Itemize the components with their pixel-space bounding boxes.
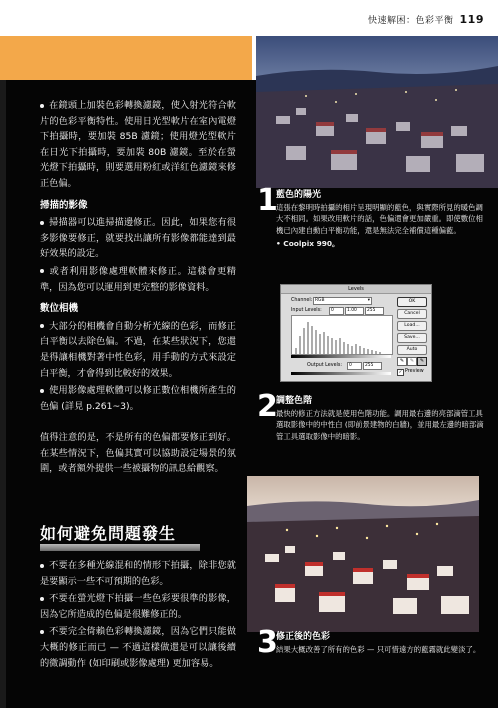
input-gradient-bar <box>291 355 391 358</box>
scan-heading: 掃描的影像 <box>40 199 88 211</box>
output-levels-label: Output Levels: <box>307 363 342 368</box>
avoid-bullet-text: 不要在螢光燈下拍攝一些色彩要很準的影像，因為它所造成的色偏是很難修正的。 <box>40 593 236 620</box>
left-margin-rule <box>0 80 6 708</box>
preview-checkbox[interactable]: ✓ <box>398 370 403 375</box>
input-gamma-field[interactable]: 1.00 <box>345 307 364 315</box>
auto-button[interactable]: Auto <box>397 345 427 355</box>
step-2-body: 最快的修正方法就是使用色階功能。調用最右邊的亮部滴管工具選取影像中的中性白 (即前景建物的白牆)，並用最左邊的暗部滴管工具選取影像中的暗影。 <box>276 408 484 441</box>
gray-eyedropper-icon[interactable]: ✎ <box>407 357 417 366</box>
section-title-underline <box>40 544 200 551</box>
bullet-icon <box>40 597 44 601</box>
step-1-camera-note: • Coolpix 990。 <box>276 239 340 249</box>
white-eyedropper-icon[interactable]: ✎ <box>417 357 427 366</box>
step-2 <box>276 396 486 442</box>
scan-bullet-text: 掃描器可以進掃描邊修正。因此，如果您有很多影像要修正，就要找出讓所有影像都能達到最好效果的設定。 <box>40 217 236 260</box>
output-white-field[interactable]: 255 <box>363 362 382 370</box>
step-1 <box>276 190 486 250</box>
bullet-icon <box>40 269 44 273</box>
levels-dialog-title: Levels <box>281 285 431 294</box>
channel-label: Channel: <box>291 298 313 303</box>
note-paragraph: 值得注意的是，不是所有的色偏都要修正到好。在某些情況下，色偏其實可以協助設定場景的氛圍，或者額外提供一些被攝物的訊息給觀察。 <box>40 432 236 475</box>
avoid-bullet-text: 不要在多種光線混和的情形下拍攝，除非您就是要顯示一些不可預期的色彩。 <box>40 560 236 587</box>
digital-bullet-text: 大部分的相機會自動分析光線的色彩，而修正白平衡以去除色偏。不過，在某些狀況下，您還是得讓相機對著中性色彩，用手動的方式來設定白平衡，才會得到比較好的效果。 <box>40 320 236 379</box>
scan-bullet-text: 或者利用影像處理軟體來修正。這樣會更精準，因為您可以運用到更完整的影像資料。 <box>40 265 236 293</box>
input-levels-label: Input Levels: <box>291 308 322 313</box>
running-header <box>368 13 484 26</box>
intro-bullet <box>40 98 236 192</box>
step-1-body: 這張在黎明時拍攝的相片呈現明顯的藍色，與實際所見的暖色調大不相同。如果改用軟片的話，色偏還會更加嚴重。即使數位相機已內建自動白平衡功能，還是無法完全補償這種偏藍。 <box>276 202 483 235</box>
bullet-icon <box>40 324 44 328</box>
scan-bullet <box>40 215 236 262</box>
step-number-3: 3 <box>257 625 278 660</box>
preview-label: Preview <box>405 369 424 374</box>
input-black-field[interactable]: 0 <box>329 307 344 315</box>
channel-select[interactable] <box>313 297 372 305</box>
left-column-top <box>40 98 236 479</box>
header-section-title: 快速解困：色彩平衡 <box>368 16 454 26</box>
digital-heading: 數位相機 <box>40 303 79 315</box>
digital-bullet-text: 使用影像處理軟體可以修正數位相機所產生的色偏 (詳見 p.261~3)。 <box>40 385 236 412</box>
ok-button[interactable]: OK <box>397 297 427 307</box>
avoid-bullet <box>40 558 236 589</box>
intro-bullet-text: 在鏡頭上加裝色彩轉換濾鏡，使入射光符合軟片的色彩平衡特性。使用日光型軟片在室內電燈下拍攝時，要加裝 85B 濾鏡；使用燈光型軟片在日光下拍攝時，要加裝 80B 濾鏡。至於在螢光燈下拍攝時，則要選用粉紅或洋紅色濾鏡來修正色偏。 <box>40 100 236 189</box>
bullet-icon <box>40 104 44 108</box>
bullet-icon <box>40 221 44 225</box>
bottom-margin <box>0 708 498 724</box>
photo-blue-dawn <box>256 36 498 188</box>
levels-dialog <box>280 284 432 382</box>
step-3 <box>276 632 486 655</box>
black-eyedropper-icon[interactable]: ✎ <box>397 357 407 366</box>
step-1-title: 藍色的陽光 <box>276 190 322 200</box>
step-number-2: 2 <box>257 389 278 424</box>
output-black-field[interactable]: 0 <box>347 362 362 370</box>
bullet-icon <box>40 389 44 393</box>
photo-corrected <box>247 476 479 632</box>
step-3-body: 結果大概改善了所有的色彩 — 只可惜遠方的藍霧就此變淡了。 <box>276 644 481 654</box>
avoid-bullet-text: 不要完全倚賴色彩轉換濾鏡，因為它們只能做大概的修正而已 — 不過這樣做還是可以讓後續的微調動作 (如印刷或影像處理) 更加容易。 <box>40 626 236 669</box>
digital-bullet <box>40 383 236 414</box>
avoid-bullet <box>40 591 236 622</box>
page-number: 119 <box>459 13 484 26</box>
bullet-icon <box>40 630 44 634</box>
avoid-bullet <box>40 624 236 671</box>
digital-bullet <box>40 319 236 381</box>
output-gradient-bar <box>291 372 391 375</box>
orange-accent-band <box>0 36 252 80</box>
page-header <box>0 0 498 36</box>
scan-bullet <box>40 264 236 295</box>
load-button[interactable]: Load... <box>397 321 427 331</box>
chevron-down-icon: ▾ <box>367 298 370 303</box>
step-2-title: 調整色階 <box>276 396 313 406</box>
section-title: 如何避免問題發生 <box>40 524 177 543</box>
input-white-field[interactable]: 255 <box>365 307 384 315</box>
step-number-1: 1 <box>257 183 278 218</box>
levels-histogram <box>291 315 393 355</box>
cancel-button[interactable]: Cancel <box>397 309 427 319</box>
left-column-bottom <box>40 558 236 673</box>
bullet-icon <box>40 564 44 568</box>
channel-value: RGB <box>315 298 325 303</box>
step-3-title: 修正後的色彩 <box>276 632 331 642</box>
save-button[interactable]: Save... <box>397 333 427 343</box>
